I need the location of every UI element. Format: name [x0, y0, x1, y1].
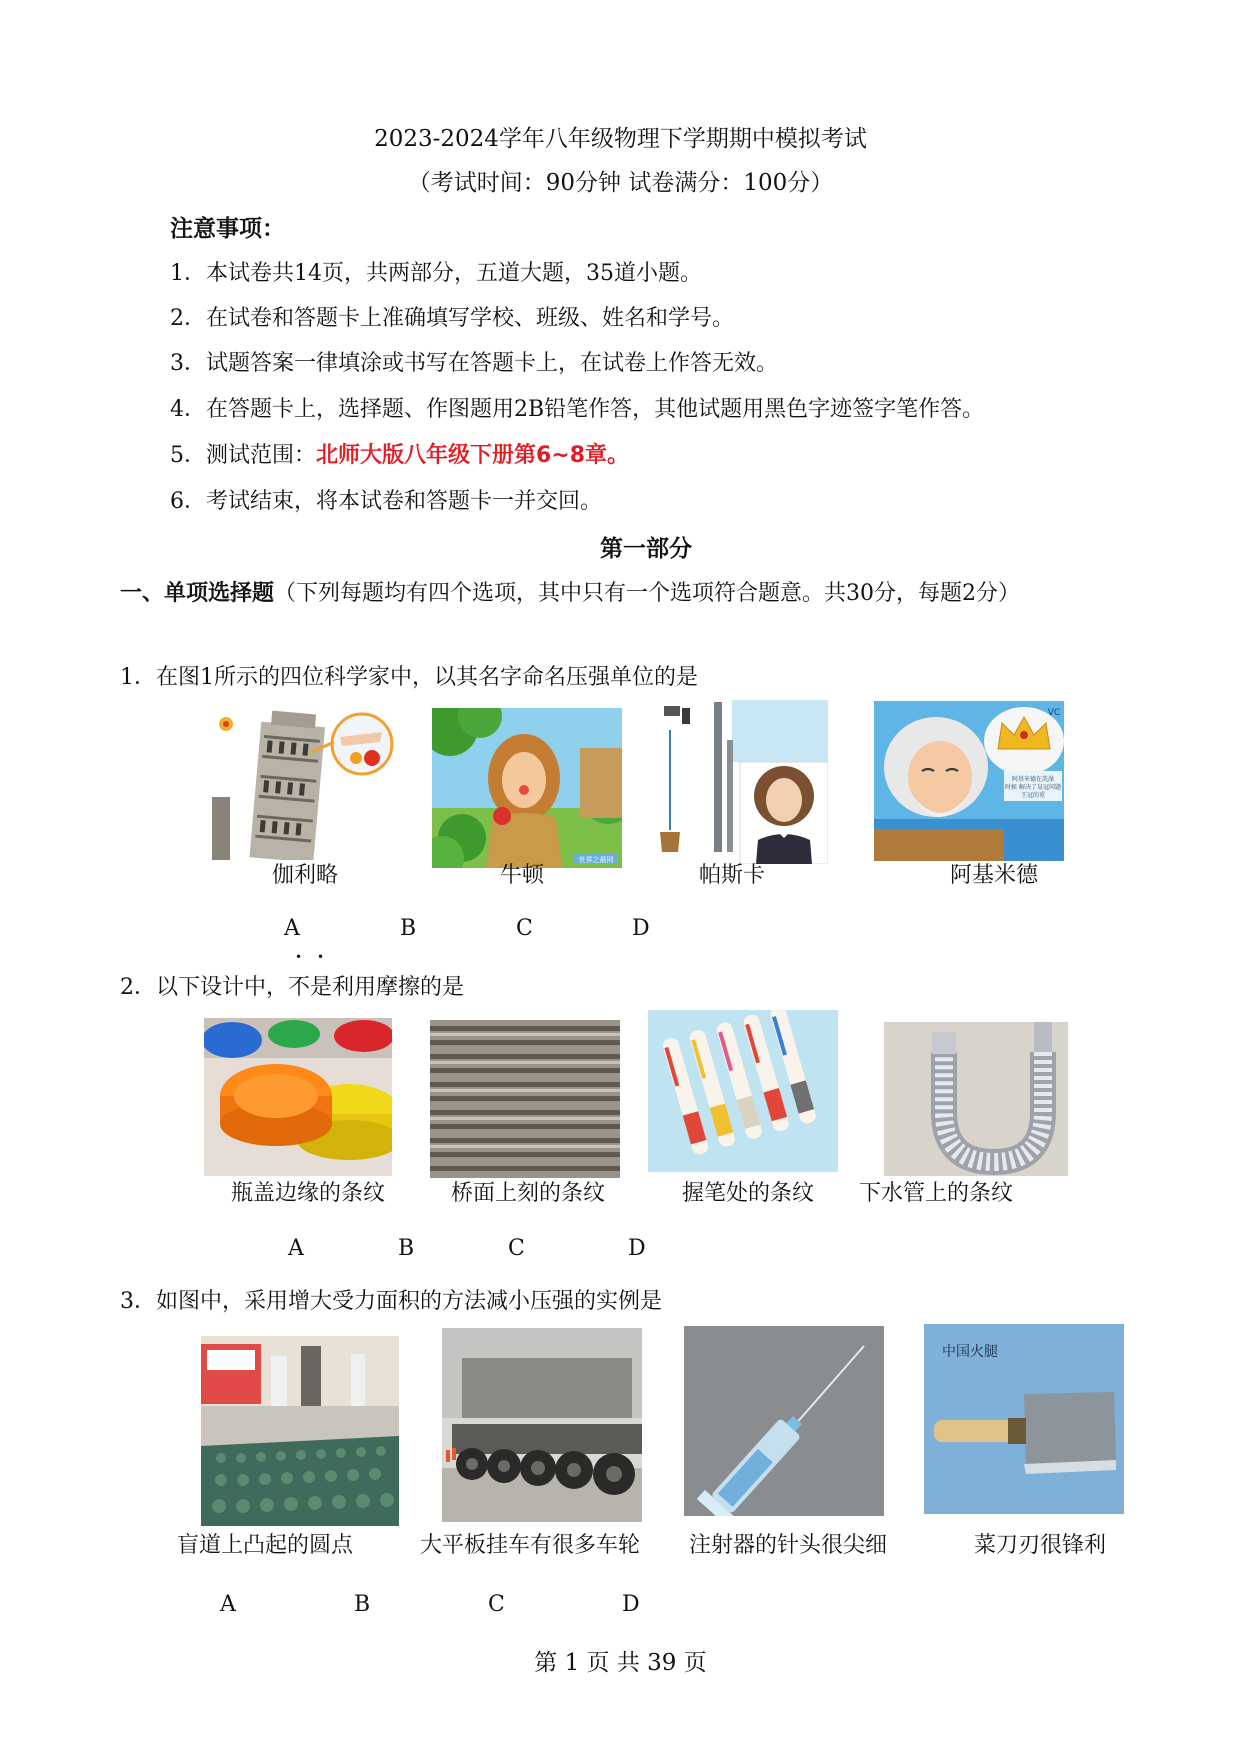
drain-pipe-image: [884, 1022, 1068, 1176]
q1-option-d[interactable]: D: [632, 916, 650, 941]
q1-option-c[interactable]: C: [516, 916, 533, 941]
q2-caption-d: 下水管上的条纹: [858, 1181, 1013, 1206]
q2-option-d[interactable]: D: [628, 1236, 646, 1261]
q2-stem-suffix: 利用摩擦的是: [332, 975, 465, 1000]
newton-image: [432, 708, 622, 868]
pens-grip-image: [648, 1010, 838, 1172]
page-footer: 第 1 页 共 39 页: [534, 1650, 707, 1676]
q3-option-b[interactable]: B: [354, 1592, 371, 1617]
q3-option-c[interactable]: C: [488, 1592, 505, 1617]
archimedes-corner-mark: VC: [1047, 708, 1061, 718]
archimedes-caption-line: 阿基米德在洗澡: [1011, 776, 1055, 783]
notes-heading: 注意事项：: [170, 216, 285, 242]
newton-watermark: 世界之最网: [578, 856, 614, 864]
note-item: [170, 438, 629, 469]
q3-caption-d: 菜刀刃很锋利: [973, 1533, 1106, 1558]
section-description: （下列每题均有四个选项，其中只有一个选项符合题意。共30分，每题2分）: [274, 581, 1021, 606]
bridge-grooves-image: [430, 1020, 620, 1178]
flatbed-truck-image: [442, 1328, 642, 1522]
q1-option-b[interactable]: B: [400, 916, 417, 941]
q1-caption-c: 帕斯卡: [698, 863, 765, 888]
galileo-image: [212, 702, 398, 860]
question-1-stem: 1．在图1所示的四位科学家中，以其名字命名压强单位的是: [120, 665, 698, 690]
q1-caption-a: 伽利略: [271, 863, 338, 888]
section-title: 一、单项选择题: [120, 581, 275, 606]
note-item: 1．本试卷共14页，共两部分，五道大题，35道小题。: [170, 261, 702, 286]
exam-subtitle: （考试时间：90分钟 试卷满分：100分）: [407, 170, 834, 196]
note-item: 6．考试结束，将本试卷和答题卡一并交回。: [170, 489, 602, 514]
bottle-caps-image: [204, 1018, 392, 1176]
cleaver-image: [924, 1324, 1124, 1514]
q2-caption-b: 桥面上刻的条纹: [450, 1181, 605, 1206]
archimedes-caption-line: 时候 解决了皇冠问题: [1005, 784, 1061, 791]
pascal-image: [652, 700, 828, 864]
q1-caption-d: 阿基米德: [949, 863, 1038, 888]
note-item: 2．在试卷和答题卡上准确填写学校、班级、姓名和学号。: [170, 306, 734, 331]
q3-caption-b: 大平板挂车有很多车轮: [419, 1533, 640, 1558]
q2-stem-prefix: 2．以下设计中，: [120, 975, 288, 1000]
q3-caption-a: 盲道上凸起的圆点: [176, 1533, 353, 1558]
question-3-stem: 3．如图中，采用增大受力面积的方法减小压强的实例是: [120, 1289, 662, 1314]
note-item: 4．在答题卡上，选择题、作图题用2B铅笔作答，其他试题用黑色字迹签字笔作答。: [170, 397, 985, 422]
archimedes-image: [874, 701, 1064, 861]
tactile-paving-image: [201, 1336, 399, 1526]
note-item: 3．试题答案一律填涂或书写在答题卡上，在试卷上作答无效。: [170, 351, 778, 376]
question-2-stem: [120, 970, 464, 1001]
archimedes-caption-line: 王冠的重: [1020, 792, 1046, 799]
exam-title: 2023-2024学年八年级物理下学期期中模拟考试: [374, 126, 867, 152]
part-title: 第一部分: [600, 536, 692, 562]
q1-option-a[interactable]: A: [284, 916, 300, 941]
q2-emphasis-2: 是: [310, 975, 333, 1000]
q2-caption-a: 瓶盖边缘的条纹: [230, 1181, 385, 1206]
q2-caption-c: 握笔处的条纹: [681, 1181, 814, 1206]
q2-option-c[interactable]: C: [508, 1236, 525, 1261]
note-5-prefix: 5．测试范围：: [170, 443, 316, 468]
q2-option-b[interactable]: B: [398, 1236, 415, 1261]
q3-caption-c: 注射器的针头很尖细: [688, 1533, 887, 1558]
q3-option-a[interactable]: A: [220, 1592, 236, 1617]
test-scope-highlight: 北师大版八年级下册第6~8章。: [316, 443, 630, 468]
cleaver-watermark: 中国火腿: [942, 1344, 998, 1360]
q3-option-d[interactable]: D: [622, 1592, 640, 1617]
q1-caption-b: 牛顿: [499, 863, 544, 888]
section-header: [120, 572, 1120, 615]
q2-option-a[interactable]: A: [288, 1236, 304, 1261]
syringe-image: [684, 1326, 884, 1516]
q2-emphasis-1: 不: [288, 975, 311, 1000]
